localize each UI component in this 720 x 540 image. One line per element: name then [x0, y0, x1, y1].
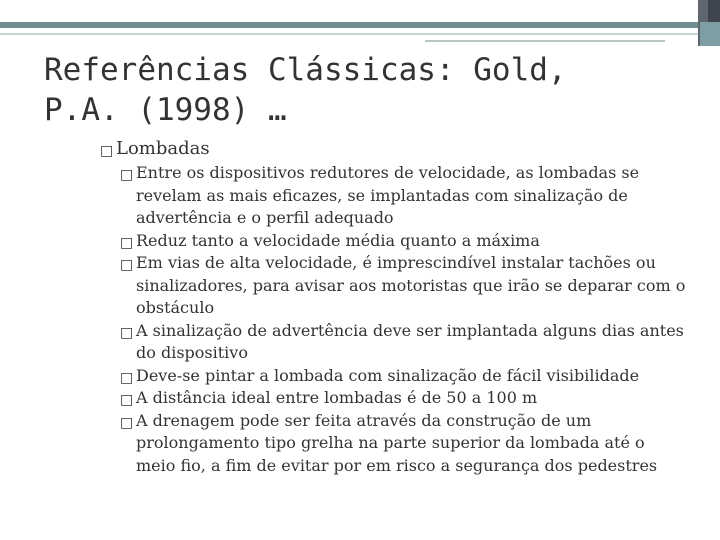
header-band [0, 0, 720, 24]
list-item-text: Reduz tanto a velocidade média quanto a máxima [136, 230, 540, 250]
bullet-square-icon: □ [120, 167, 134, 183]
header-thin-line [425, 40, 665, 42]
corner-dark-block [708, 0, 720, 22]
list-item-text: A distância ideal entre lombadas é de 50 a 100 m [136, 388, 538, 407]
list-item [98, 387, 688, 410]
header-background [0, 0, 695, 22]
list-item-text: Em vias de alta velocidade, é imprescindível instalar tachões ou sinalizadores, para avisar aos motoristas que irão se deparar com o obstáculo [136, 253, 686, 317]
header-accent-bar [0, 22, 700, 28]
bullet-square-icon: □ [120, 392, 134, 408]
bullet-text: Lombadas [116, 138, 210, 159]
list-item [98, 252, 688, 320]
header-divider-line [0, 33, 700, 35]
list-item [98, 162, 688, 230]
bullet-square-icon: □ [120, 234, 134, 251]
list-item-text: Entre os dispositivos redutores de velocidade, as lombadas se revelam as mais eficazes, se implantadas com sinalização de advertência e o perfil adequado [136, 163, 640, 227]
list-item-text: A sinalização de advertência deve ser implantada alguns dias antes do dispositivo [136, 320, 684, 362]
list-item [98, 230, 688, 253]
sub-bullet-list [98, 162, 688, 477]
slide-title: Referências Clássicas: Gold, P.A. (1998) … [44, 52, 567, 128]
list-item [98, 320, 688, 365]
bullet-square-icon: □ [100, 143, 114, 159]
slide-body [98, 138, 688, 477]
corner-accent [700, 22, 720, 46]
bullet-square-icon: □ [120, 414, 134, 431]
bullet-lombadas [98, 138, 688, 160]
bullet-square-icon: □ [120, 369, 134, 386]
bullet-square-icon: □ [120, 324, 134, 341]
list-item [98, 365, 688, 388]
list-item-text: Deve-se pintar a lombada com sinalização de fácil visibilidade [136, 365, 640, 385]
bullet-square-icon: □ [120, 257, 134, 273]
list-item [98, 410, 688, 478]
list-item-text: A drenagem pode ser feita através da construção de um prolongamento tipo grelha na parte superior da lombada até o meio fio, a fim de evitar por em risco a segurança dos pedestres [136, 410, 658, 475]
